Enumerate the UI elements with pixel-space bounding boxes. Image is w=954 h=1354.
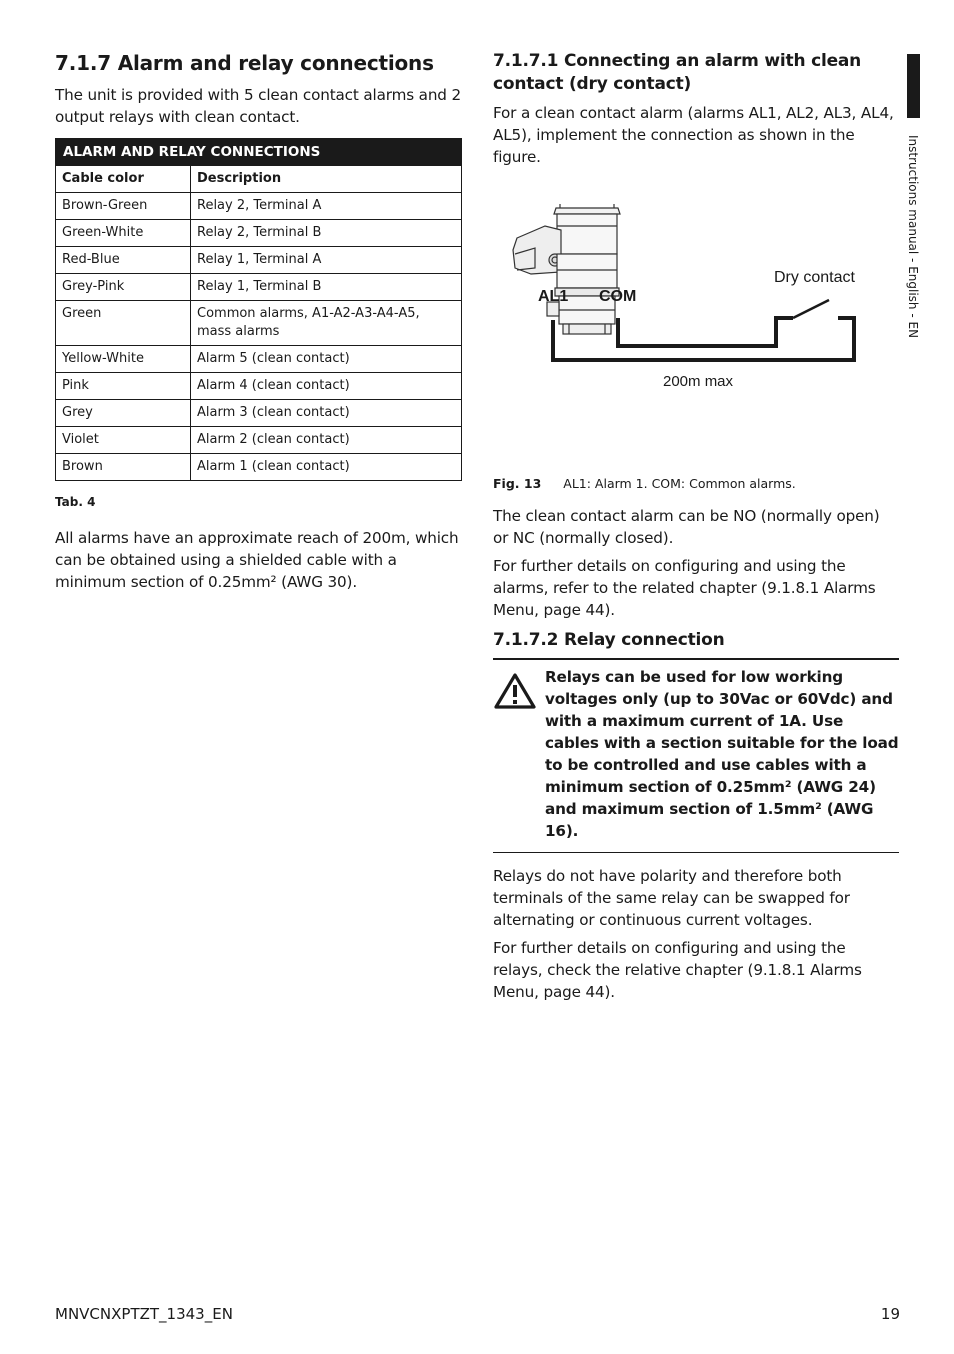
column-header-description: Description	[191, 166, 462, 193]
connections-table	[55, 138, 462, 481]
nc-paragraph: The clean contact alarm can be NO (normally open) or NC (normally closed).	[493, 507, 880, 547]
warning-box	[493, 658, 899, 853]
figure-caption	[493, 476, 899, 491]
table-row	[56, 373, 462, 400]
warning-icon	[493, 666, 545, 842]
label-al1: AL1	[538, 288, 569, 305]
description-cell: Alarm 3 (clean contact)	[191, 400, 462, 427]
dry-contact-figure	[493, 178, 899, 468]
switch-blade	[793, 300, 829, 318]
alarm-details-paragraph: For further details on configuring and using the alarms, refer to the related chapter (9.1.8.1 Alarms Menu, page 44).	[493, 557, 876, 619]
table-row	[56, 400, 462, 427]
description-cell: Relay 2, Terminal A	[191, 193, 462, 220]
table-row	[56, 454, 462, 481]
side-label: Instructions manual - English - EN	[906, 135, 920, 339]
cable-color-cell: Pink	[56, 373, 191, 400]
description-cell: Alarm 2 (clean contact)	[191, 427, 462, 454]
cable-color-cell: Brown	[56, 454, 191, 481]
cable-color-cell: Green	[56, 301, 191, 346]
section-heading: 7.1.7 Alarm and relay connections	[55, 51, 434, 75]
cable-color-cell: Brown-Green	[56, 193, 191, 220]
table-row	[56, 247, 462, 274]
description-cell: Alarm 5 (clean contact)	[191, 346, 462, 373]
table-caption: Tab. 4	[55, 495, 96, 509]
description-cell: Alarm 4 (clean contact)	[191, 373, 462, 400]
cable-color-cell: Grey	[56, 400, 191, 427]
description-cell: Common alarms, A1-A2-A3-A4-A5, mass alarms	[191, 301, 462, 346]
cable-color-cell: Violet	[56, 427, 191, 454]
page-number: 19	[880, 1305, 900, 1323]
polarity-paragraph: Relays do not have polarity and therefore both terminals of the same relay can be swapped for alternating or continuous current voltages.	[493, 867, 850, 929]
table-row	[56, 346, 462, 373]
table-row	[56, 193, 462, 220]
cable-color-cell: Red-Blue	[56, 247, 191, 274]
wiring-diagram	[493, 178, 899, 468]
side-tab-marker	[907, 54, 920, 118]
cable-color-cell: Yellow-White	[56, 346, 191, 373]
relay-details-paragraph: For further details on configuring and using the relays, check the relative chapter (9.1.8.1 Alarms Menu, page 44).	[493, 939, 862, 1001]
description-cell: Alarm 1 (clean contact)	[191, 454, 462, 481]
label-distance: 200m max	[663, 373, 734, 390]
right-column	[493, 50, 899, 1009]
label-com: COM	[599, 288, 637, 305]
table-row	[56, 427, 462, 454]
camera-illustration	[513, 204, 620, 334]
description-cell: Relay 1, Terminal A	[191, 247, 462, 274]
table-row	[56, 274, 462, 301]
table-title: ALARM AND RELAY CONNECTIONS	[56, 139, 462, 166]
figure-caption-text: AL1: Alarm 1. COM: Common alarms.	[563, 476, 796, 491]
left-column	[55, 50, 462, 599]
table-row	[56, 220, 462, 247]
subsection-heading-dry-contact: 7.1.7.1 Connecting an alarm with clean contact (dry contact)	[493, 51, 862, 94]
cable-color-cell: Green-White	[56, 220, 191, 247]
table-row	[56, 301, 462, 346]
intro-paragraph: The unit is provided with 5 clean contact alarms and 2 output relays with clean contact.	[55, 86, 461, 126]
column-header-cable-color: Cable color	[56, 166, 191, 193]
label-dry-contact: Dry contact	[774, 269, 855, 286]
figure-number: Fig. 13	[493, 476, 542, 491]
description-cell: Relay 1, Terminal B	[191, 274, 462, 301]
description-cell: Relay 2, Terminal B	[191, 220, 462, 247]
cable-color-cell: Grey-Pink	[56, 274, 191, 301]
subsection-heading-relay: 7.1.7.2 Relay connection	[493, 630, 725, 650]
warning-text: Relays can be used for low working voltages only (up to 30Vac or 60Vdc) and with a maximum current of 1A. Use cables with a section suitable for the load to be controlled and use cables with a minimum section of 0.25mm² (AWG 24) and maximum section of 1.5mm² (AWG 16).	[545, 668, 899, 840]
document-code: MNVCNXPTZT_1343_EN	[55, 1305, 233, 1323]
dry-contact-intro: For a clean contact alarm (alarms AL1, AL2, AL3, AL4, AL5), implement the connection as shown in the figure.	[493, 104, 894, 166]
reach-paragraph: All alarms have an approximate reach of 200m, which can be obtained using a shielded cable with a minimum section of 0.25mm² (AWG 30).	[55, 529, 459, 591]
